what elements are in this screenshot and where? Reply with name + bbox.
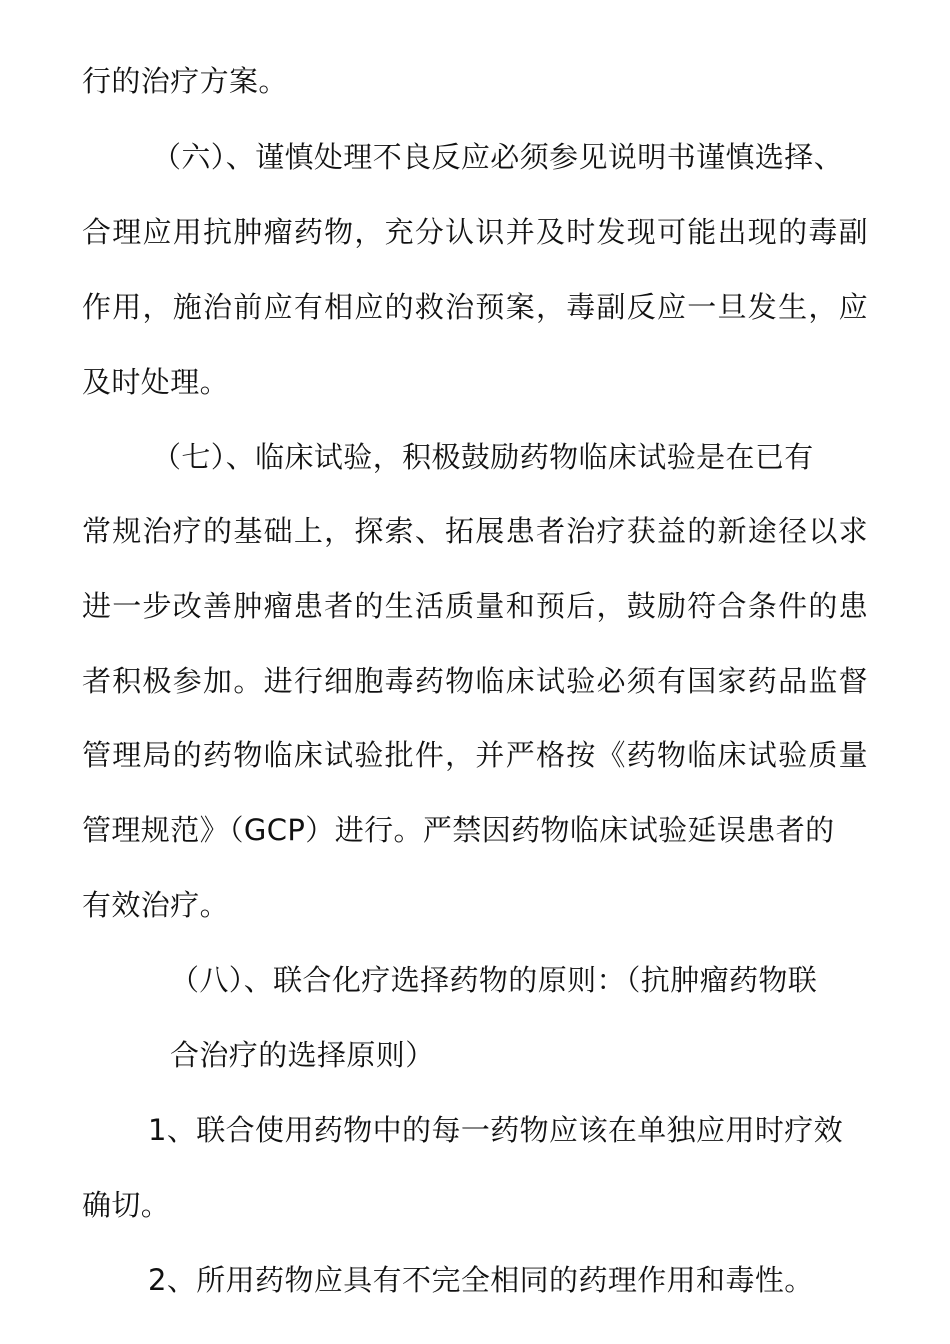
text-line: 者积极参加。进行细胞毒药物临床试验必须有国家药品监督 (82, 664, 868, 698)
section-heading-6: （六）、谨慎处理不良反应必须参见说明书谨慎选择、 (152, 140, 844, 174)
text-line: 合治疗的选择原则） (170, 1038, 435, 1072)
text-line: 合理应用抗肿瘤药物，充分认识并及时发现可能出现的毒副 (82, 215, 868, 249)
section-heading-8: （八）、联合化疗选择药物的原则：（抗肿瘤药物联 (170, 963, 818, 997)
list-item-2: 2、所用药物应具有不完全相同的药理作用和毒性。 (148, 1263, 814, 1297)
list-item-1: 1、联合使用药物中的每一药物应该在单独应用时疗效 (148, 1113, 844, 1147)
text-line: 管理规范》（GCP）进行。严禁因药物临床试验延误患者的 (82, 813, 835, 847)
section-heading-7: （七）、临床试验，积极鼓励药物临床试验是在已有 (152, 440, 814, 474)
text-line: 管理局的药物临床试验批件，并严格按《药物临床试验质量 (82, 738, 868, 772)
text-line: 行的治疗方案。 (82, 64, 288, 98)
text-line: 进一步改善肿瘤患者的生活质量和预后，鼓励符合条件的患 (82, 589, 868, 623)
text-line: 确切。 (82, 1188, 171, 1222)
text-line: 作用，施治前应有相应的救治预案，毒副反应一旦发生，应 (82, 290, 868, 324)
text-line: 及时处理。 (82, 365, 230, 399)
text-line: 常规治疗的基础上，探索、拓展患者治疗获益的新途径以求 (82, 514, 868, 548)
text-line: 有效治疗。 (82, 888, 230, 922)
